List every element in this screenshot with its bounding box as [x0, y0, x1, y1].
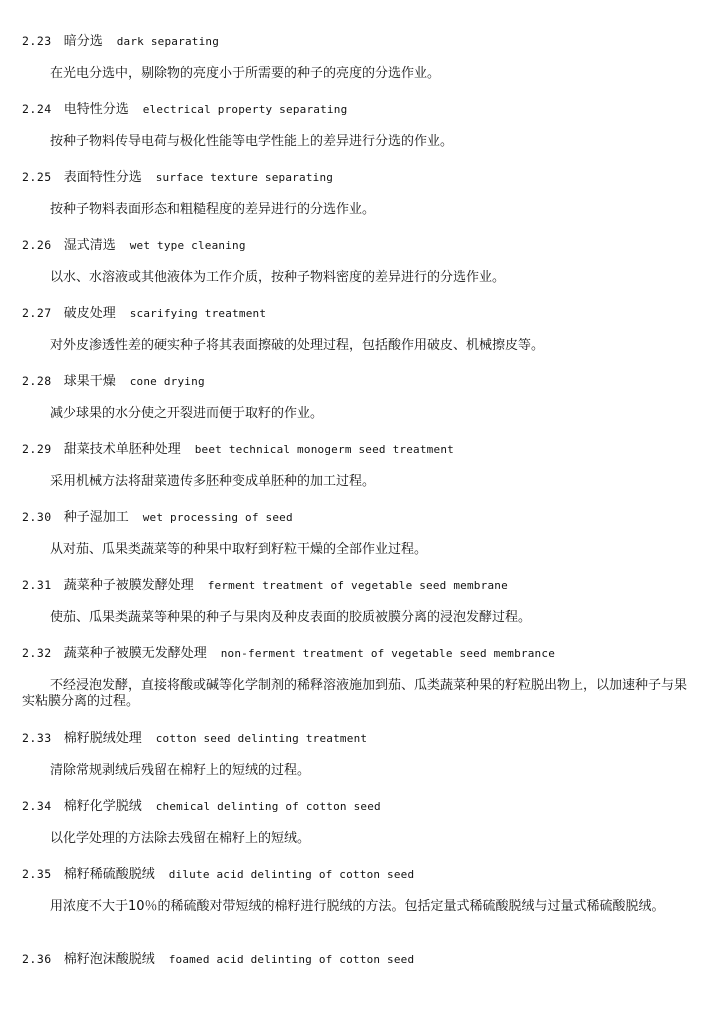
term-number: 2.31	[22, 578, 52, 592]
term-definition: 不经浸泡发酵，直接将酸或碱等化学制剂的稀释溶液施加到茄、瓜类蔬菜种果的籽粒脱出物上，以加速种子与果实粘膜分离的过程。	[22, 678, 688, 709]
term-english: surface texture separating	[155, 171, 334, 184]
term-heading	[22, 509, 293, 525]
term-english: wet processing of seed	[142, 511, 293, 524]
term-english: dilute acid delinting of cotton seed	[168, 868, 415, 881]
term-definition: 用浓度不大于10％的稀硫酸对带短绒的棉籽进行脱绒的方法。包括定量式稀硫酸脱绒与过量式稀硫酸脱绒。	[50, 899, 665, 914]
term-heading	[22, 237, 246, 253]
term-number: 2.33	[22, 731, 52, 745]
term-number: 2.32	[22, 646, 52, 660]
term-definition: 使茄、瓜果类蔬菜等种果的种子与果肉及种皮表面的胶质被膜分离的浸泡发酵过程。	[50, 610, 532, 625]
term-english: cone drying	[129, 375, 205, 388]
term-heading	[22, 169, 333, 185]
term-chinese: 种子湿加工	[63, 510, 129, 525]
term-english: foamed acid delinting of cotton seed	[168, 953, 415, 966]
term-chinese: 球果干燥	[63, 374, 116, 389]
term-heading	[22, 441, 454, 457]
term-chinese: 表面特性分选	[63, 170, 142, 185]
term-definition: 减少球果的水分使之开裂进而便于取籽的作业。	[50, 406, 324, 421]
term-english: scarifying treatment	[129, 307, 267, 320]
term-heading	[22, 798, 381, 814]
term-definition: 按种子物料传导电荷与极化性能等电学性能上的差异进行分选的作业。	[50, 134, 454, 149]
term-heading	[22, 866, 414, 882]
term-definition: 采用机械方法将甜菜遗传多胚种变成单胚种的加工过程。	[50, 474, 376, 489]
term-heading	[22, 305, 266, 321]
term-definition: 以水、水溶液或其他液体为工作介质，按种子物料密度的差异进行的分选作业。	[50, 270, 506, 285]
term-number: 2.30	[22, 510, 52, 524]
term-english: chemical delinting of cotton seed	[155, 800, 381, 813]
term-definition: 按种子物料表面形态和粗糙程度的差异进行的分选作业。	[50, 202, 376, 217]
term-number: 2.28	[22, 374, 52, 388]
term-chinese: 湿式清选	[63, 238, 116, 253]
term-number: 2.24	[22, 102, 52, 116]
term-chinese: 暗分选	[63, 34, 103, 49]
term-chinese: 电特性分选	[63, 102, 129, 117]
term-number: 2.25	[22, 170, 52, 184]
term-chinese: 棉籽泡沫酸脱绒	[63, 952, 155, 967]
term-heading	[22, 33, 219, 49]
term-heading	[22, 577, 508, 593]
term-english: ferment treatment of vegetable seed membrane	[207, 579, 508, 592]
term-number: 2.27	[22, 306, 52, 320]
term-heading	[22, 951, 414, 967]
term-definition: 从对茄、瓜果类蔬菜等的种果中取籽到籽粒干燥的全部作业过程。	[50, 542, 428, 557]
term-english: electrical property separating	[142, 103, 348, 116]
term-heading	[22, 645, 555, 661]
term-definition: 清除常规剥绒后残留在棉籽上的短绒的过程。	[50, 763, 311, 778]
term-english: beet technical monogerm seed treatment	[194, 443, 454, 456]
term-number: 2.34	[22, 799, 52, 813]
term-definition: 以化学处理的方法除去残留在棉籽上的短绒。	[50, 831, 311, 846]
term-chinese: 棉籽化学脱绒	[63, 799, 142, 814]
term-definition: 在光电分选中，剔除物的亮度小于所需要的种子的亮度的分选作业。	[50, 66, 441, 81]
term-number: 2.36	[22, 952, 52, 966]
term-english: cotton seed delinting treatment	[155, 732, 368, 745]
term-english: wet type cleaning	[129, 239, 246, 252]
term-number: 2.26	[22, 238, 52, 252]
term-english: dark separating	[116, 35, 220, 48]
term-chinese: 蔬菜种子被膜无发酵处理	[63, 646, 207, 661]
term-chinese: 甜菜技术单胚种处理	[63, 442, 181, 457]
term-heading	[22, 101, 347, 117]
term-heading	[22, 730, 367, 746]
term-number: 2.29	[22, 442, 52, 456]
term-chinese: 棉籽稀硫酸脱绒	[63, 867, 155, 882]
term-english: non-ferment treatment of vegetable seed membrance	[220, 647, 556, 660]
term-number: 2.23	[22, 34, 52, 48]
term-heading	[22, 373, 205, 389]
term-chinese: 蔬菜种子被膜发酵处理	[63, 578, 194, 593]
term-chinese: 棉籽脱绒处理	[63, 731, 142, 746]
term-number: 2.35	[22, 867, 52, 881]
term-definition: 对外皮渗透性差的硬实种子将其表面擦破的处理过程，包括酸作用破皮、机械擦皮等。	[50, 338, 545, 353]
term-chinese: 破皮处理	[63, 306, 116, 321]
